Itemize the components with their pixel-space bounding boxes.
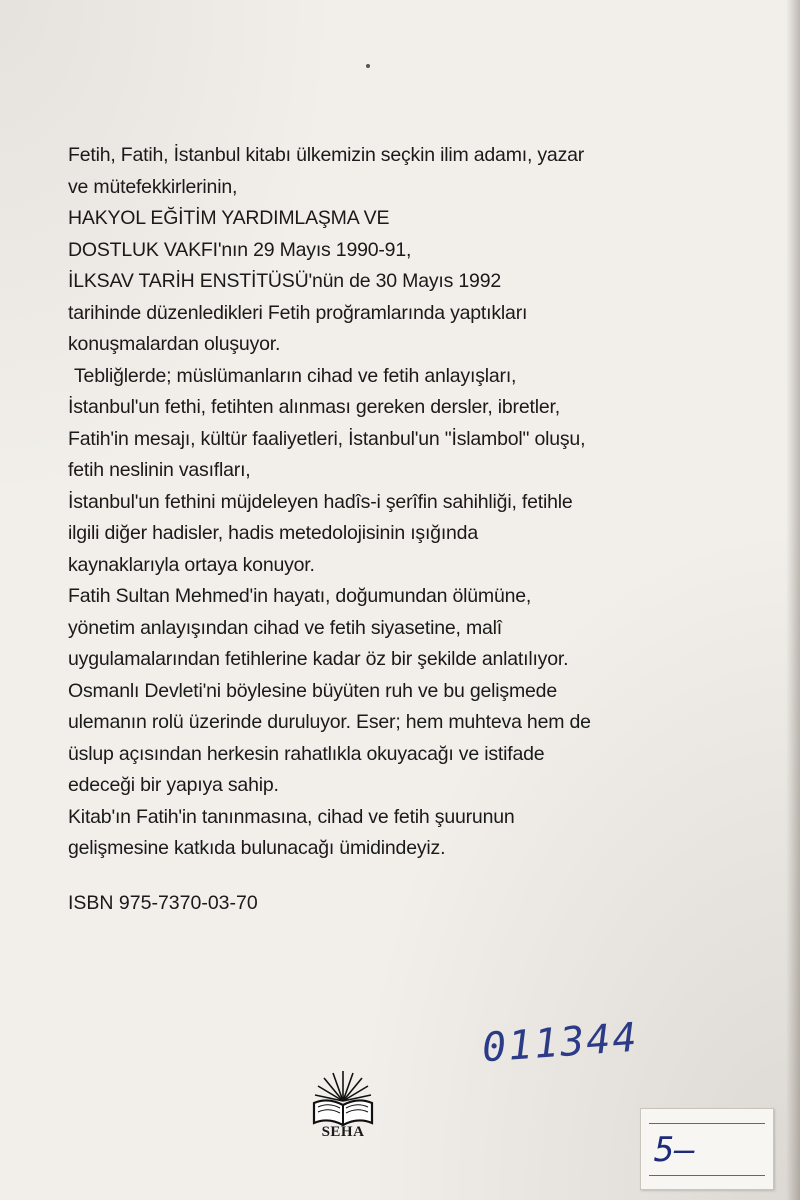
sticker-red-line [649,1123,765,1124]
blurb-line: konuşmalardan oluşuyor. [68,333,281,355]
blurb-line: edeceği bir yapıya sahip. [68,774,279,796]
blurb-line: Fatih Sultan Mehmed'in hayatı, doğumundan ölümüne, [68,585,532,607]
blurb-line: kaynaklarıyla ortaya konuyor. [68,553,315,576]
blurb-line: ilgili diğer hadisler, hadis metedolojisinin ışığında [68,522,478,544]
blurb-line: Kitab'ın Fatih'in tanınmasına, cihad ve fetih şuurunun [68,805,515,828]
blurb-line: Osmanlı Devleti'ni böylesine büyüten ruh ve bu gelişmede [68,679,557,702]
handwritten-inventory-number: 011344 [480,1014,640,1072]
blurb-line: üslup açısından herkesin rahatlıkla okuyacağı ve istifade [68,742,545,765]
sticker-handwritten-value: 5— [654,1130,695,1170]
blurb-line: yönetim anlayışından cihad ve fetih siyasetine, malî [68,616,503,639]
blurb-line: ulemanın rolü üzerinde duruluyor. Eser; hem muhteva hem de [68,711,591,733]
cover-edge-shadow [786,0,800,1200]
blurb-line: İstanbul'un fethini müjdeleyen hadîs-i şerîfin sahihliği, fetihle [68,490,573,513]
blurb-line: gelişmesine katkıda bulunacağı ümidindeyiz. [68,837,446,859]
blurb-line: Fetih, Fatih, İstanbul kitabı ülkemizin seçkin ilim adamı, yazar [68,144,585,166]
blurb-line: uygulamalarından fetihlerine kadar öz bir şekilde anlatılıyor. [68,648,569,670]
blurb-line: DOSTLUK VAKFI'nın 29 Mayıs 1990-91, [68,238,412,261]
isbn-label: ISBN 975-7370-03-70 [68,892,258,914]
blurb-line: tarihinde düzenledikleri Fetih proğramlarında yaptıkları [68,301,528,324]
print-speck [366,64,370,68]
publisher-name: SEHA [321,1124,365,1140]
sticker-red-line [649,1175,765,1176]
blurb-line: Tebliğlerde; müslümanların cihad ve fetih anlayışları, [74,364,517,387]
blurb-line: HAKYOL EĞİTİM YARDIMLAŞMA VE [68,207,390,229]
blurb-line: fetih neslinin vasıfları, [68,459,251,481]
blurb-line: İLKSAV TARİH ENSTİTÜSÜ'nün de 30 Mayıs 1992 [68,270,501,292]
blurb-line: Fatih'in mesajı, kültür faaliyetleri, İstanbul'un "İslambol" oluşu, [68,427,586,450]
blurb-text [68,140,768,865]
blurb-line: İstanbul'un fethi, fetihten alınması gereken dersler, ibretler, [68,396,560,418]
blurb-line: ve mütefekkirlerinin, [68,175,238,198]
